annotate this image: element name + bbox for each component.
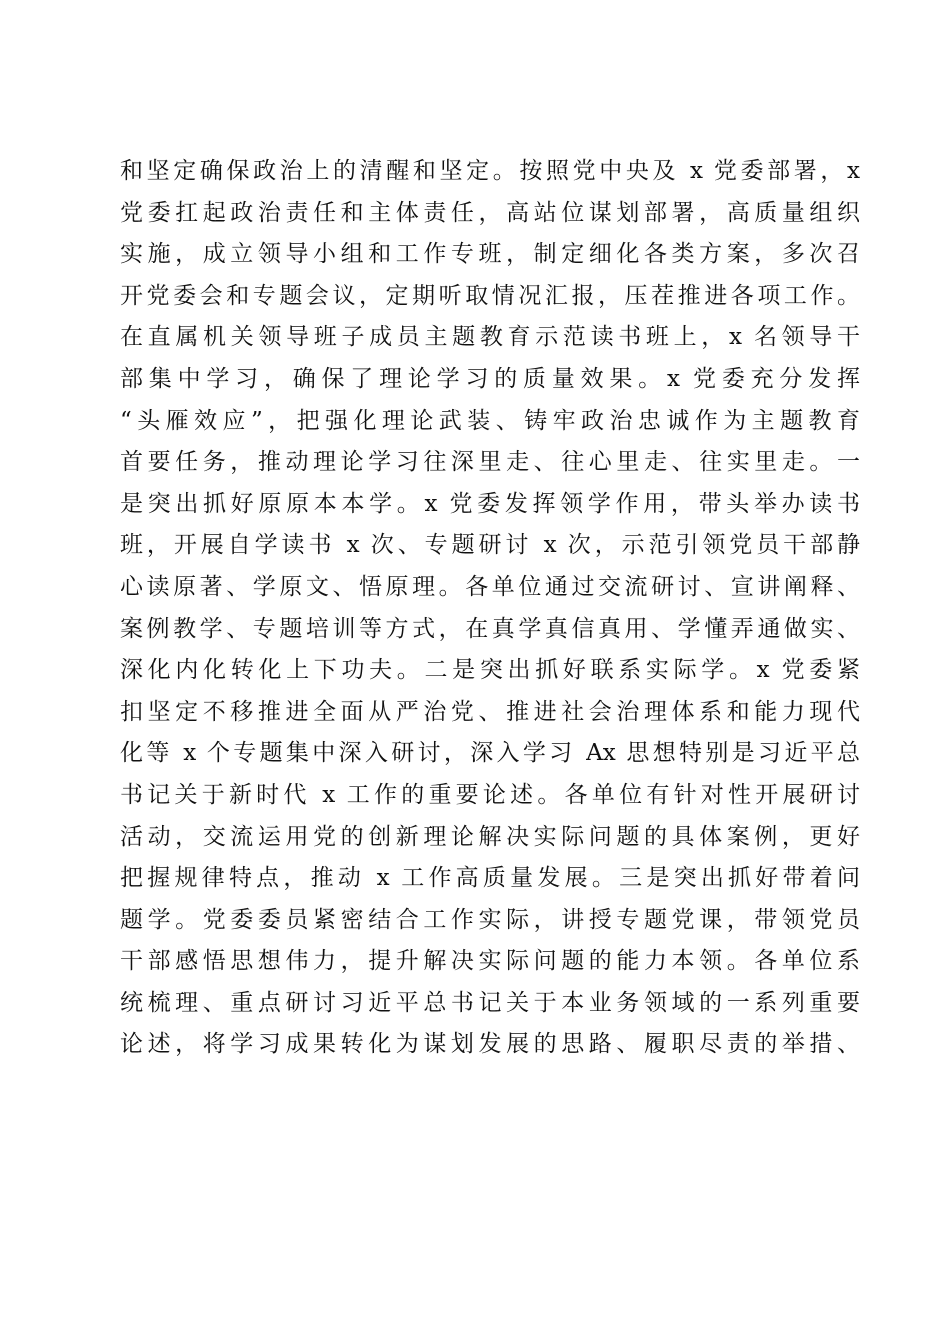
- text-line: 部集中学习，确保了理论学习的质量效果。x 党委充分发挥: [120, 365, 860, 392]
- text-line: 扣坚定不移推进全面从严治党、推进社会治理体系和能力现代: [120, 698, 860, 725]
- text-line: 论述，将学习成果转化为谋划发展的思路、履职尽责的举措、: [120, 1031, 860, 1058]
- text-line: 实施，成立领导小组和工作专班，制定细化各类方案，多次召: [120, 241, 860, 268]
- text-line: 在直属机关领导班子成员主题教育示范读书班上，x 名领导干: [120, 324, 860, 351]
- text-line: 书记关于新时代 x 工作的重要论述。各单位有针对性开展研讨: [120, 781, 860, 808]
- body-text: [120, 151, 860, 1066]
- text-line: “头雁效应”，把强化理论武装、铸牢政治忠诚作为主题教育: [120, 407, 860, 434]
- text-line: 是突出抓好原原本本学。x 党委发挥领学作用，带头举办读书: [120, 490, 860, 517]
- text-line: 深化内化转化上下功夫。二是突出抓好联系实际学。x 党委紧: [120, 657, 860, 684]
- text-line: 和坚定确保政治上的清醒和坚定。按照党中央及 x 党委部署，x: [120, 158, 860, 184]
- text-line: 心读原著、学原文、悟原理。各单位通过交流研讨、宣讲阐释、: [120, 573, 860, 600]
- text-line: 开党委会和专题会议，定期听取情况汇报，压茬推进各项工作。: [120, 282, 860, 309]
- text-line: 活动，交流运用党的创新理论解决实际问题的具体案例，更好: [120, 823, 860, 850]
- text-line: 班，开展自学读书 x 次、专题研讨 x 次，示范引领党员干部静: [120, 532, 860, 559]
- text-line: 化等 x 个专题集中深入研讨，深入学习 Ax 思想特别是习近平总: [120, 740, 860, 767]
- text-line: 首要任务，推动理论学习往深里走、往心里走、往实里走。一: [120, 449, 860, 476]
- text-line: 题学。党委委员紧密结合工作实际，讲授专题党课，带领党员: [120, 906, 860, 933]
- text-line: 党委扛起政治责任和主体责任，高站位谋划部署，高质量组织: [120, 199, 860, 226]
- text-line: 案例教学、专题培训等方式，在真学真信真用、学懂弄通做实、: [120, 615, 860, 642]
- text-line: 干部感悟思想伟力，提升解决实际问题的能力本领。各单位系: [120, 948, 860, 975]
- text-line: 统梳理、重点研讨习近平总书记关于本业务领域的一系列重要: [120, 989, 860, 1016]
- text-line: 把握规律特点，推动 x 工作高质量发展。三是突出抓好带着问: [120, 865, 860, 892]
